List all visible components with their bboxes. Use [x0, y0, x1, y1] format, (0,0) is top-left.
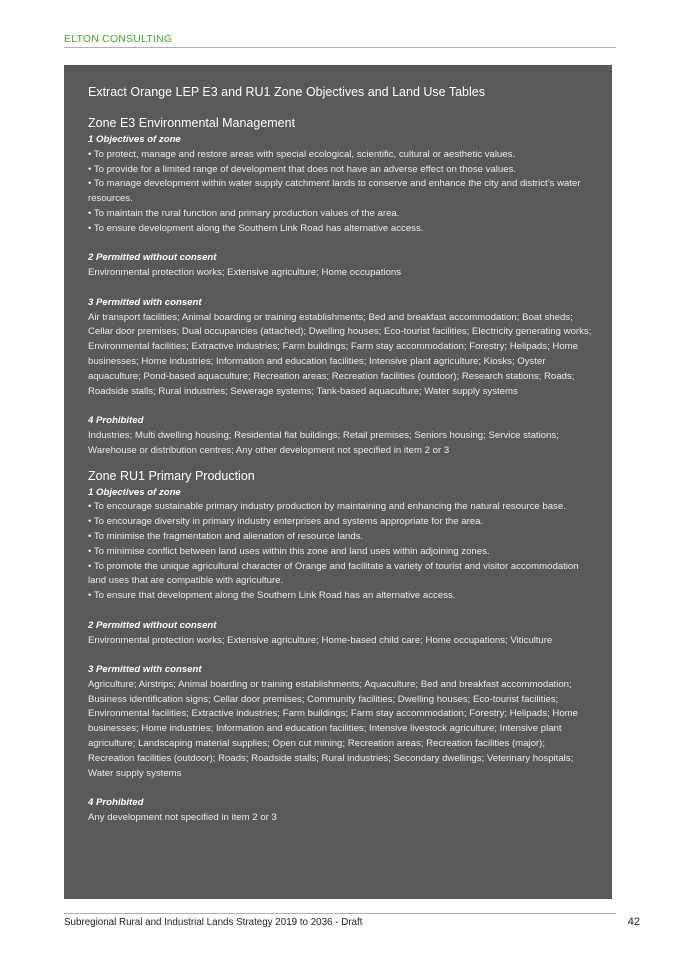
ru1-prohibited-text: Any development not specified in item 2 or 3: [88, 812, 277, 824]
e3-objective-item: • To manage development within water supply catchment lands to conserve and enhance the city and district’s water resources.: [88, 178, 581, 205]
ru1-objective-item: • To minimise conflict between land uses within this zone and land uses within adjoining zones.: [88, 545, 490, 557]
e3-prohibited-text: Industries; Multi dwelling housing; Residential flat buildings; Retail premises; Seniors housing; Service stations; Warehouse or distribution centres; Any other development not specified in item 2 or 3: [88, 429, 559, 456]
ru1-objective-item: • To promote the unique agricultural character of Orange and facilitate a variety of tourist and visitor accommodation land uses that are compatible with agriculture.: [88, 560, 579, 587]
e3-objective-item: • To maintain the rural function and primary production values of the area.: [88, 207, 400, 219]
header-divider: [64, 47, 616, 48]
e3-with-consent-text: Air transport facilities; Animal boarding or training establishments; Bed and breakfast accommodation; Boat sheds; Cellar door premises; Dual occupancies (attached); Dwelling houses; Eco-tourist facilities; Electricity generating works; Environmental facilities; Extractive industries; Farm buildings; Farm stay accommodation; Forestry; Helipads; Home businesses; Home industries; Information and education facilities; Intensive plant agriculture; Kiosks; Oyster aquaculture; Pond-based aquaculture; Recreation areas; Recreation facilities (outdoor); Research stations; Roads; Roadside stalls; Rural industries; Sewerage systems; Tank-based aquaculture; Water supply systems: [88, 311, 592, 397]
e3-objectives-heading: 1 Objectives of zone: [88, 134, 181, 145]
ru1-objectives-heading: 1 Objectives of zone: [88, 486, 181, 498]
e3-prohibited-heading: 4 Prohibited: [88, 415, 144, 427]
header-brand: ELTON CONSULTING: [64, 33, 173, 45]
ru1-without-consent-heading: 2 Permitted without consent: [88, 619, 217, 631]
e3-with-consent-heading: 3 Permitted with consent: [88, 296, 202, 308]
e3-objective-item: • To provide for a limited range of development that does not have an adverse effect on those values.: [88, 163, 517, 175]
panel-title: Extract Orange LEP E3 and RU1 Zone Objectives and Land Use Tables: [88, 85, 485, 99]
e3-objective-item: • To protect, manage and restore areas with special ecological, scientific, cultural or aesthetic values.: [88, 148, 516, 160]
ru1-with-consent-text: Agriculture; Airstrips; Animal boarding or training establishments; Aquaculture; Bed and breakfast accommodation; Business identification signs; Cellar door premises; Community facilities; Dwelling houses; Eco-tourist facilities; Environmental facilities; Extractive industries; Farm buildings; Farm stay accommodation; Forestry; Helipads; Home businesses; Home industries; Information and education facilities; Intensive livestock agriculture; Intensive plant agriculture; Landscaping material supplies; Open cut mining; Recreation areas; Recreation facilities (major); Recreation facilities (outdoor); Roads; Roadside stalls; Rural industries; Secondary dwellings; Veterinary hospitals; Water supply systems: [88, 678, 578, 779]
ru1-objective-item: • To minimise the fragmentation and alienation of resource lands.: [88, 530, 364, 542]
ru1-objective-item: • To ensure that development along the Southern Link Road has an alternative access.: [88, 590, 456, 602]
zone-tables-panel: [64, 65, 612, 899]
ru1-with-consent-heading: 3 Permitted with consent: [88, 664, 202, 676]
ru1-objective-item: • To encourage sustainable primary industry production by maintaining and enhancing the natural resource base.: [88, 501, 566, 513]
zone-ru1-section: [88, 469, 592, 826]
zone-ru1-title: Zone RU1 Primary Production: [88, 468, 255, 483]
e3-objective-item: • To ensure development along the Southern Link Road has alternative access.: [88, 222, 424, 234]
zone-e3-section: [88, 116, 592, 459]
e3-without-consent-text: Environmental protection works; Extensive agriculture; Home occupations: [88, 267, 402, 279]
zone-e3-title: Zone E3 Environmental Management: [88, 116, 296, 130]
ru1-without-consent-text: Environmental protection works; Extensive agriculture; Home-based child care; Home occupations; Viticulture: [88, 634, 553, 646]
footer-divider: [64, 913, 616, 914]
e3-without-consent-heading: 2 Permitted without consent: [88, 252, 217, 264]
footer-title: Subregional Rural and Industrial Lands Strategy 2019 to 2036 - Draft: [64, 917, 363, 928]
ru1-objective-item: • To encourage diversity in primary industry enterprises and systems appropriate for the area.: [88, 516, 484, 528]
page-number: 42: [627, 916, 640, 928]
ru1-prohibited-heading: 4 Prohibited: [88, 797, 144, 809]
